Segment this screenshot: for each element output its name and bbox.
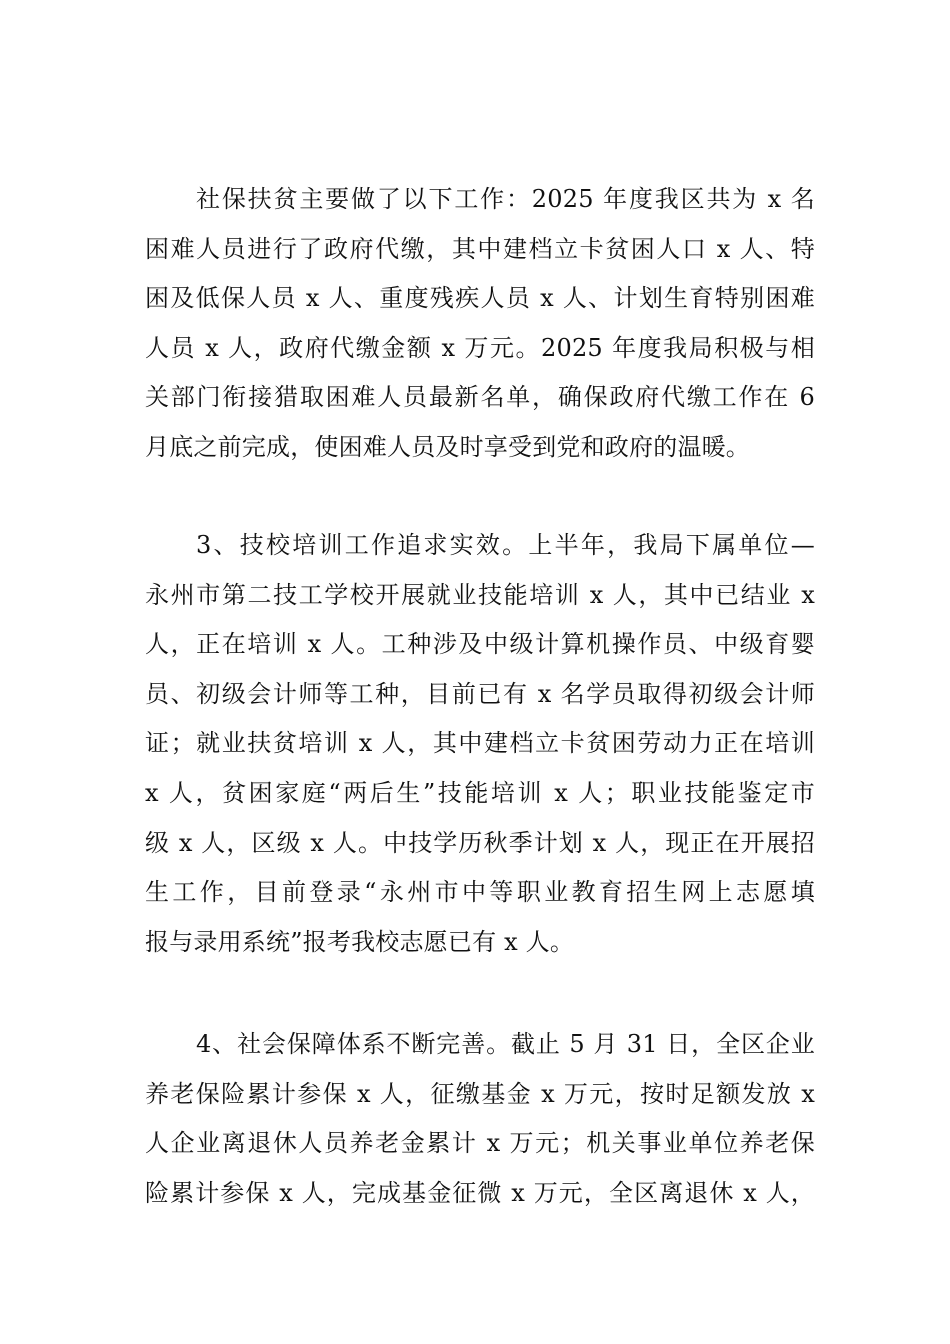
text-line: 4、社会保障体系不断完善。截止 5 月 31 日，全区企业 [196, 1030, 815, 1058]
paragraph-social-security-poverty [145, 175, 815, 473]
paragraph-social-security-system [145, 1020, 815, 1218]
text-line: 困及低保人员 x 人、重度残疾人员 x 人、计划生育特别困难 [145, 284, 815, 313]
text-line: 月底之前完成，使困难人员及时享受到党和政府的温暖。 [145, 432, 750, 461]
text-line: 困难人员进行了政府代缴，其中建档立卡贫困人口 x 人、特 [145, 234, 815, 263]
text-line: 证；就业扶贫培训 x 人，其中建档立卡贫困劳动力正在培训 [145, 729, 815, 758]
text-line: 级 x 人，区级 x 人。中技学历秋季计划 x 人，现正在开展招 [145, 828, 815, 857]
text-line: 关部门衔接猎取困难人员最新名单，确保政府代缴工作在 6 [145, 383, 815, 412]
text-line: 社保扶贫主要做了以下工作：2025 年度我区共为 x 名 [196, 185, 815, 213]
text-line: 人员 x 人，政府代缴金额 x 万元。2025 年度我局积极与相 [145, 333, 815, 362]
text-line: 养老保险累计参保 x 人，征缴基金 x 万元，按时足额发放 x [145, 1079, 815, 1108]
text-line: 3、技校培训工作追求实效。上半年，我局下属单位— [196, 531, 815, 559]
text-line: 报与录用系统”报考我校志愿已有 x 人。 [145, 927, 575, 956]
paragraph-technical-school-training [145, 521, 815, 967]
text-line: x 人，贫困家庭“两后生”技能培训 x 人；职业技能鉴定市 [145, 778, 815, 807]
text-line: 生工作，目前登录“永州市中等职业教育招生网上志愿填 [145, 878, 815, 907]
text-line: 员、初级会计师等工种，目前已有 x 名学员取得初级会计师 [145, 679, 815, 708]
text-line: 险累计参保 x 人，完成基金征微 x 万元，全区离退休 x 人， [145, 1178, 815, 1207]
text-line: 永州市第二技工学校开展就业技能培训 x 人，其中已结业 x [145, 580, 815, 609]
text-line: 人，正在培训 x 人。工种涉及中级计算机操作员、中级育婴 [145, 630, 815, 659]
text-line: 人企业离退休人员养老金累计 x 万元；机关事业单位养老保 [145, 1129, 815, 1158]
